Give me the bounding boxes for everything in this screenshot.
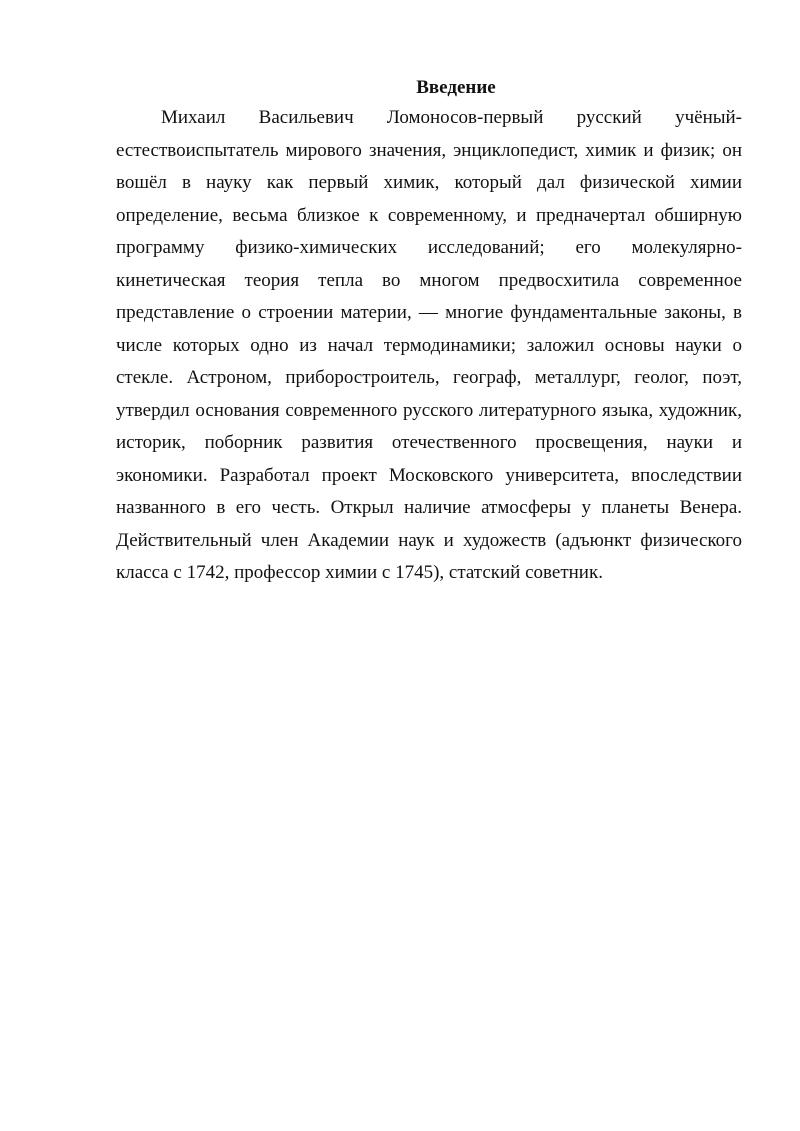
body-paragraph: Михаил Васильевич Ломоносов-первый русский учёный-естествоиспытатель мирового значения, энциклопедист, химик и физик; он вошёл в науку как первый химик, который дал физической химии определение, весьма близкое к современному, и предначертал обширную программу физико-химических исследований; его молекулярно-кинетическая теория тепла во многом предвосхитила современное представление о строении материи, — многие фундаментальные законы, в числе которых одно из начал термодинамики; заложил основы науки о стекле. Астроном, приборостроитель, географ, металлург, геолог, поэт, утвердил основания современного русского литературного языка, художник, историк, поборник развития отечественного просвещения, науки и экономики. Разработал проект Московского университета, впоследствии названного в его честь. Открыл наличие атмосферы у планеты Венера. Действительный член Академии наук и художеств (адъюнкт физического класса с 1742, профессор химии с 1745), статский советник.: [116, 107, 742, 583]
section-heading: Введение: [416, 77, 496, 98]
